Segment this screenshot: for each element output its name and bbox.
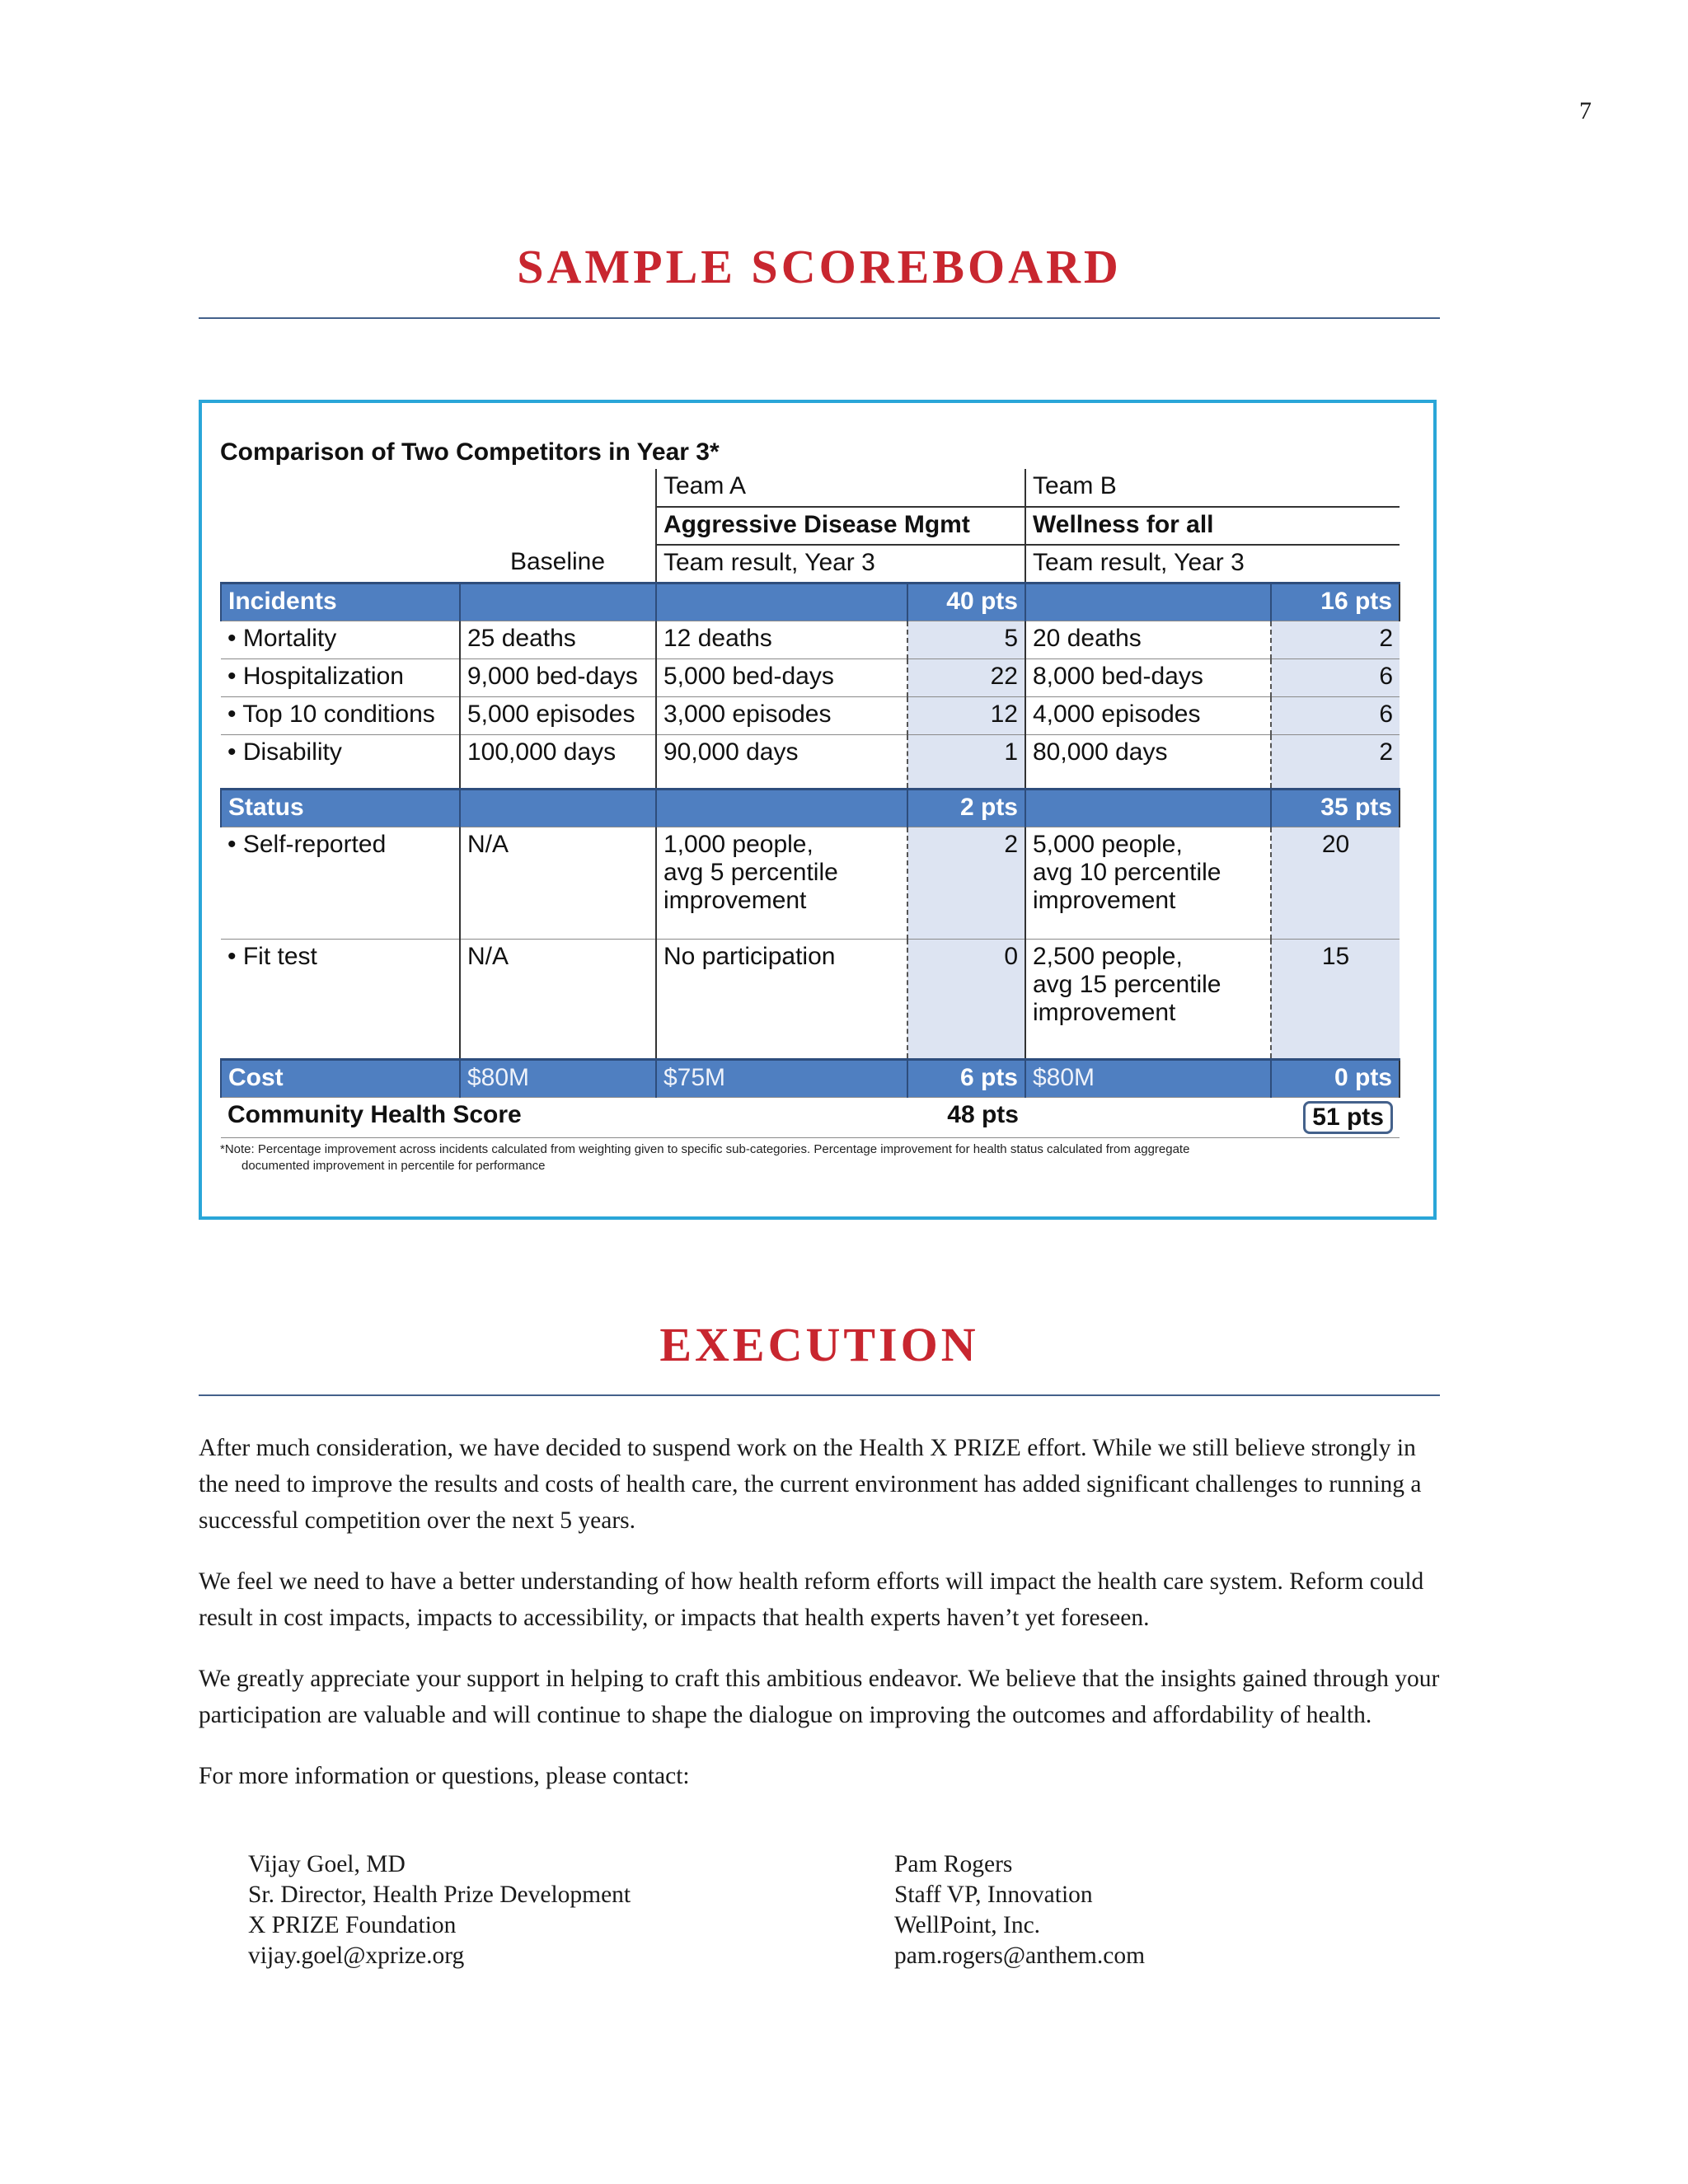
contact-email[interactable]: pam.rogers@anthem.com (894, 1943, 1146, 1969)
baseline-value: 5,000 episodes (460, 696, 656, 734)
team-b-result-header: Team result, Year 3 (1025, 545, 1400, 583)
baseline-header: Baseline (509, 548, 606, 575)
baseline-value: N/A (460, 939, 656, 1059)
scoreboard-caption: Comparison of Two Competitors in Year 3* (220, 438, 720, 466)
team-a-points: 0 (907, 939, 1025, 1059)
contact-card (248, 1849, 631, 1971)
team-a-result-header: Team result, Year 3 (656, 545, 1025, 583)
team-a-label: Team A (656, 469, 1025, 507)
team-a-line: 1,000 people, (663, 830, 814, 858)
team-a-points: 5 (907, 621, 1025, 658)
team-a-points: 2 (907, 827, 1025, 939)
cost-category-row (221, 1059, 1400, 1097)
contact-title: Staff VP, Innovation (894, 1882, 1093, 1908)
team-a-category-points: 6 pts (907, 1059, 1025, 1097)
incidents-category-row (221, 583, 1400, 621)
execution-heading: EXECUTION (659, 1318, 979, 1371)
contact-title: Sr. Director, Health Prize Development (248, 1882, 631, 1908)
community-health-score-row (221, 1097, 1400, 1137)
status-category-row (221, 789, 1400, 827)
team-b-total: 51 pts (1303, 1101, 1393, 1134)
team-b-value: 80,000 days (1025, 734, 1271, 789)
category-label: Incidents (221, 583, 460, 621)
scoreboard-table (220, 469, 1400, 1138)
team-b-cost: $80M (1025, 1059, 1271, 1097)
team-b-value (1025, 827, 1271, 939)
metric-label: • Self-reported (221, 827, 460, 939)
table-row (221, 734, 1400, 789)
execution-body (199, 1430, 1440, 1819)
team-b-name: Wellness for all (1025, 507, 1400, 545)
metric-label: • Mortality (221, 621, 460, 658)
heading-divider (199, 317, 1440, 319)
table-row (221, 939, 1400, 1059)
team-a-line: improvement (663, 886, 807, 914)
baseline-value: 25 deaths (460, 621, 656, 658)
scoreboard-footnote (220, 1141, 1399, 1174)
contact-card (894, 1849, 1145, 1971)
page-number: 7 (1579, 97, 1592, 124)
team-b-category-points: 35 pts (1271, 789, 1400, 827)
team-a-category-points: 2 pts (907, 789, 1025, 827)
team-b-value: 4,000 episodes (1025, 696, 1271, 734)
metric-label: • Hospitalization (221, 658, 460, 696)
team-b-line: 5,000 people, (1033, 830, 1183, 858)
metric-label: • Disability (221, 734, 460, 789)
team-b-line: 2,500 people, (1033, 942, 1183, 970)
baseline-value: N/A (460, 827, 656, 939)
team-b-points: 6 (1271, 658, 1400, 696)
team-a-value (656, 939, 907, 1059)
team-b-category-points: 0 pts (1271, 1059, 1400, 1097)
team-a-cost: $75M (656, 1059, 907, 1097)
table-row (221, 696, 1400, 734)
team-b-value: 8,000 bed-days (1025, 658, 1271, 696)
team-b-value (1025, 939, 1271, 1059)
team-a-line: No participation (663, 942, 836, 970)
team-b-points: 20 (1271, 827, 1400, 939)
scoreboard-figure (199, 400, 1437, 1220)
contact-org: WellPoint, Inc. (894, 1912, 1041, 1938)
team-b-line: improvement (1033, 998, 1176, 1026)
contact-name: Pam Rogers (894, 1851, 1013, 1877)
team-a-line: avg 5 percentile (663, 858, 838, 886)
footnote-line: documented improvement in percentile for performance (241, 1158, 546, 1173)
contact-email[interactable]: vijay.goel@xprize.org (248, 1943, 465, 1969)
team-b-points: 6 (1271, 696, 1400, 734)
table-row (221, 621, 1400, 658)
team-a-name: Aggressive Disease Mgmt (656, 507, 1025, 545)
metric-label: • Top 10 conditions (221, 696, 460, 734)
team-a-total: 48 pts (907, 1097, 1025, 1137)
metric-label: • Fit test (221, 939, 460, 1059)
team-a-points: 22 (907, 658, 1025, 696)
team-b-points: 2 (1271, 621, 1400, 658)
paragraph: We greatly appreciate your support in helping to craft this ambitious endeavor. We believe that the insights gained through your participation are valuable and will continue to shape the dialogue on improving the outcomes and affordability of health. (199, 1666, 1440, 1728)
footnote-line: *Note: Percentage improvement across incidents calculated from weighting given to specific sub-categories. Percentage improvement for health status calculated from aggregate (220, 1141, 1190, 1156)
paragraph: We feel we need to have a better understanding of how health reform efforts will impact the health care system. Reform could result in cost impacts, impacts to accessibility, or impacts that health experts haven’t yet foreseen. (199, 1568, 1424, 1631)
baseline-cost: $80M (460, 1059, 656, 1097)
team-b-points: 15 (1271, 939, 1400, 1059)
baseline-value: 100,000 days (460, 734, 656, 789)
table-row (221, 658, 1400, 696)
paragraph: For more information or questions, please contact: (199, 1763, 690, 1789)
team-b-line: improvement (1033, 886, 1176, 914)
team-a-points: 12 (907, 696, 1025, 734)
team-a-category-points: 40 pts (907, 583, 1025, 621)
team-a-value: 3,000 episodes (656, 696, 907, 734)
contact-name: Vijay Goel, MD (248, 1851, 406, 1877)
paragraph: After much consideration, we have decided to suspend work on the Health X PRIZE effort. While we still believe strongly in the need to improve the results and costs of health care, the current environment has added significant challenges to running a successful competition over the next 5 years. (199, 1435, 1422, 1534)
team-b-category-points: 16 pts (1271, 583, 1400, 621)
baseline-value: 9,000 bed-days (460, 658, 656, 696)
heading-divider (199, 1394, 1440, 1396)
team-b-value: 20 deaths (1025, 621, 1271, 658)
team-b-label: Team B (1025, 469, 1400, 507)
category-label: Status (221, 789, 460, 827)
table-row (221, 827, 1400, 939)
team-a-points: 1 (907, 734, 1025, 789)
sample-scoreboard-heading: SAMPLE SCOREBOARD (517, 240, 1122, 293)
team-a-value: 90,000 days (656, 734, 907, 789)
team-b-line: avg 15 percentile (1033, 970, 1221, 998)
team-a-value (656, 827, 907, 939)
team-a-value: 12 deaths (656, 621, 907, 658)
contact-org: X PRIZE Foundation (248, 1912, 457, 1938)
team-a-value: 5,000 bed-days (656, 658, 907, 696)
category-label: Cost (221, 1059, 460, 1097)
team-b-points: 2 (1271, 734, 1400, 789)
community-health-score-label: Community Health Score (221, 1097, 656, 1137)
team-b-line: avg 10 percentile (1033, 858, 1221, 886)
